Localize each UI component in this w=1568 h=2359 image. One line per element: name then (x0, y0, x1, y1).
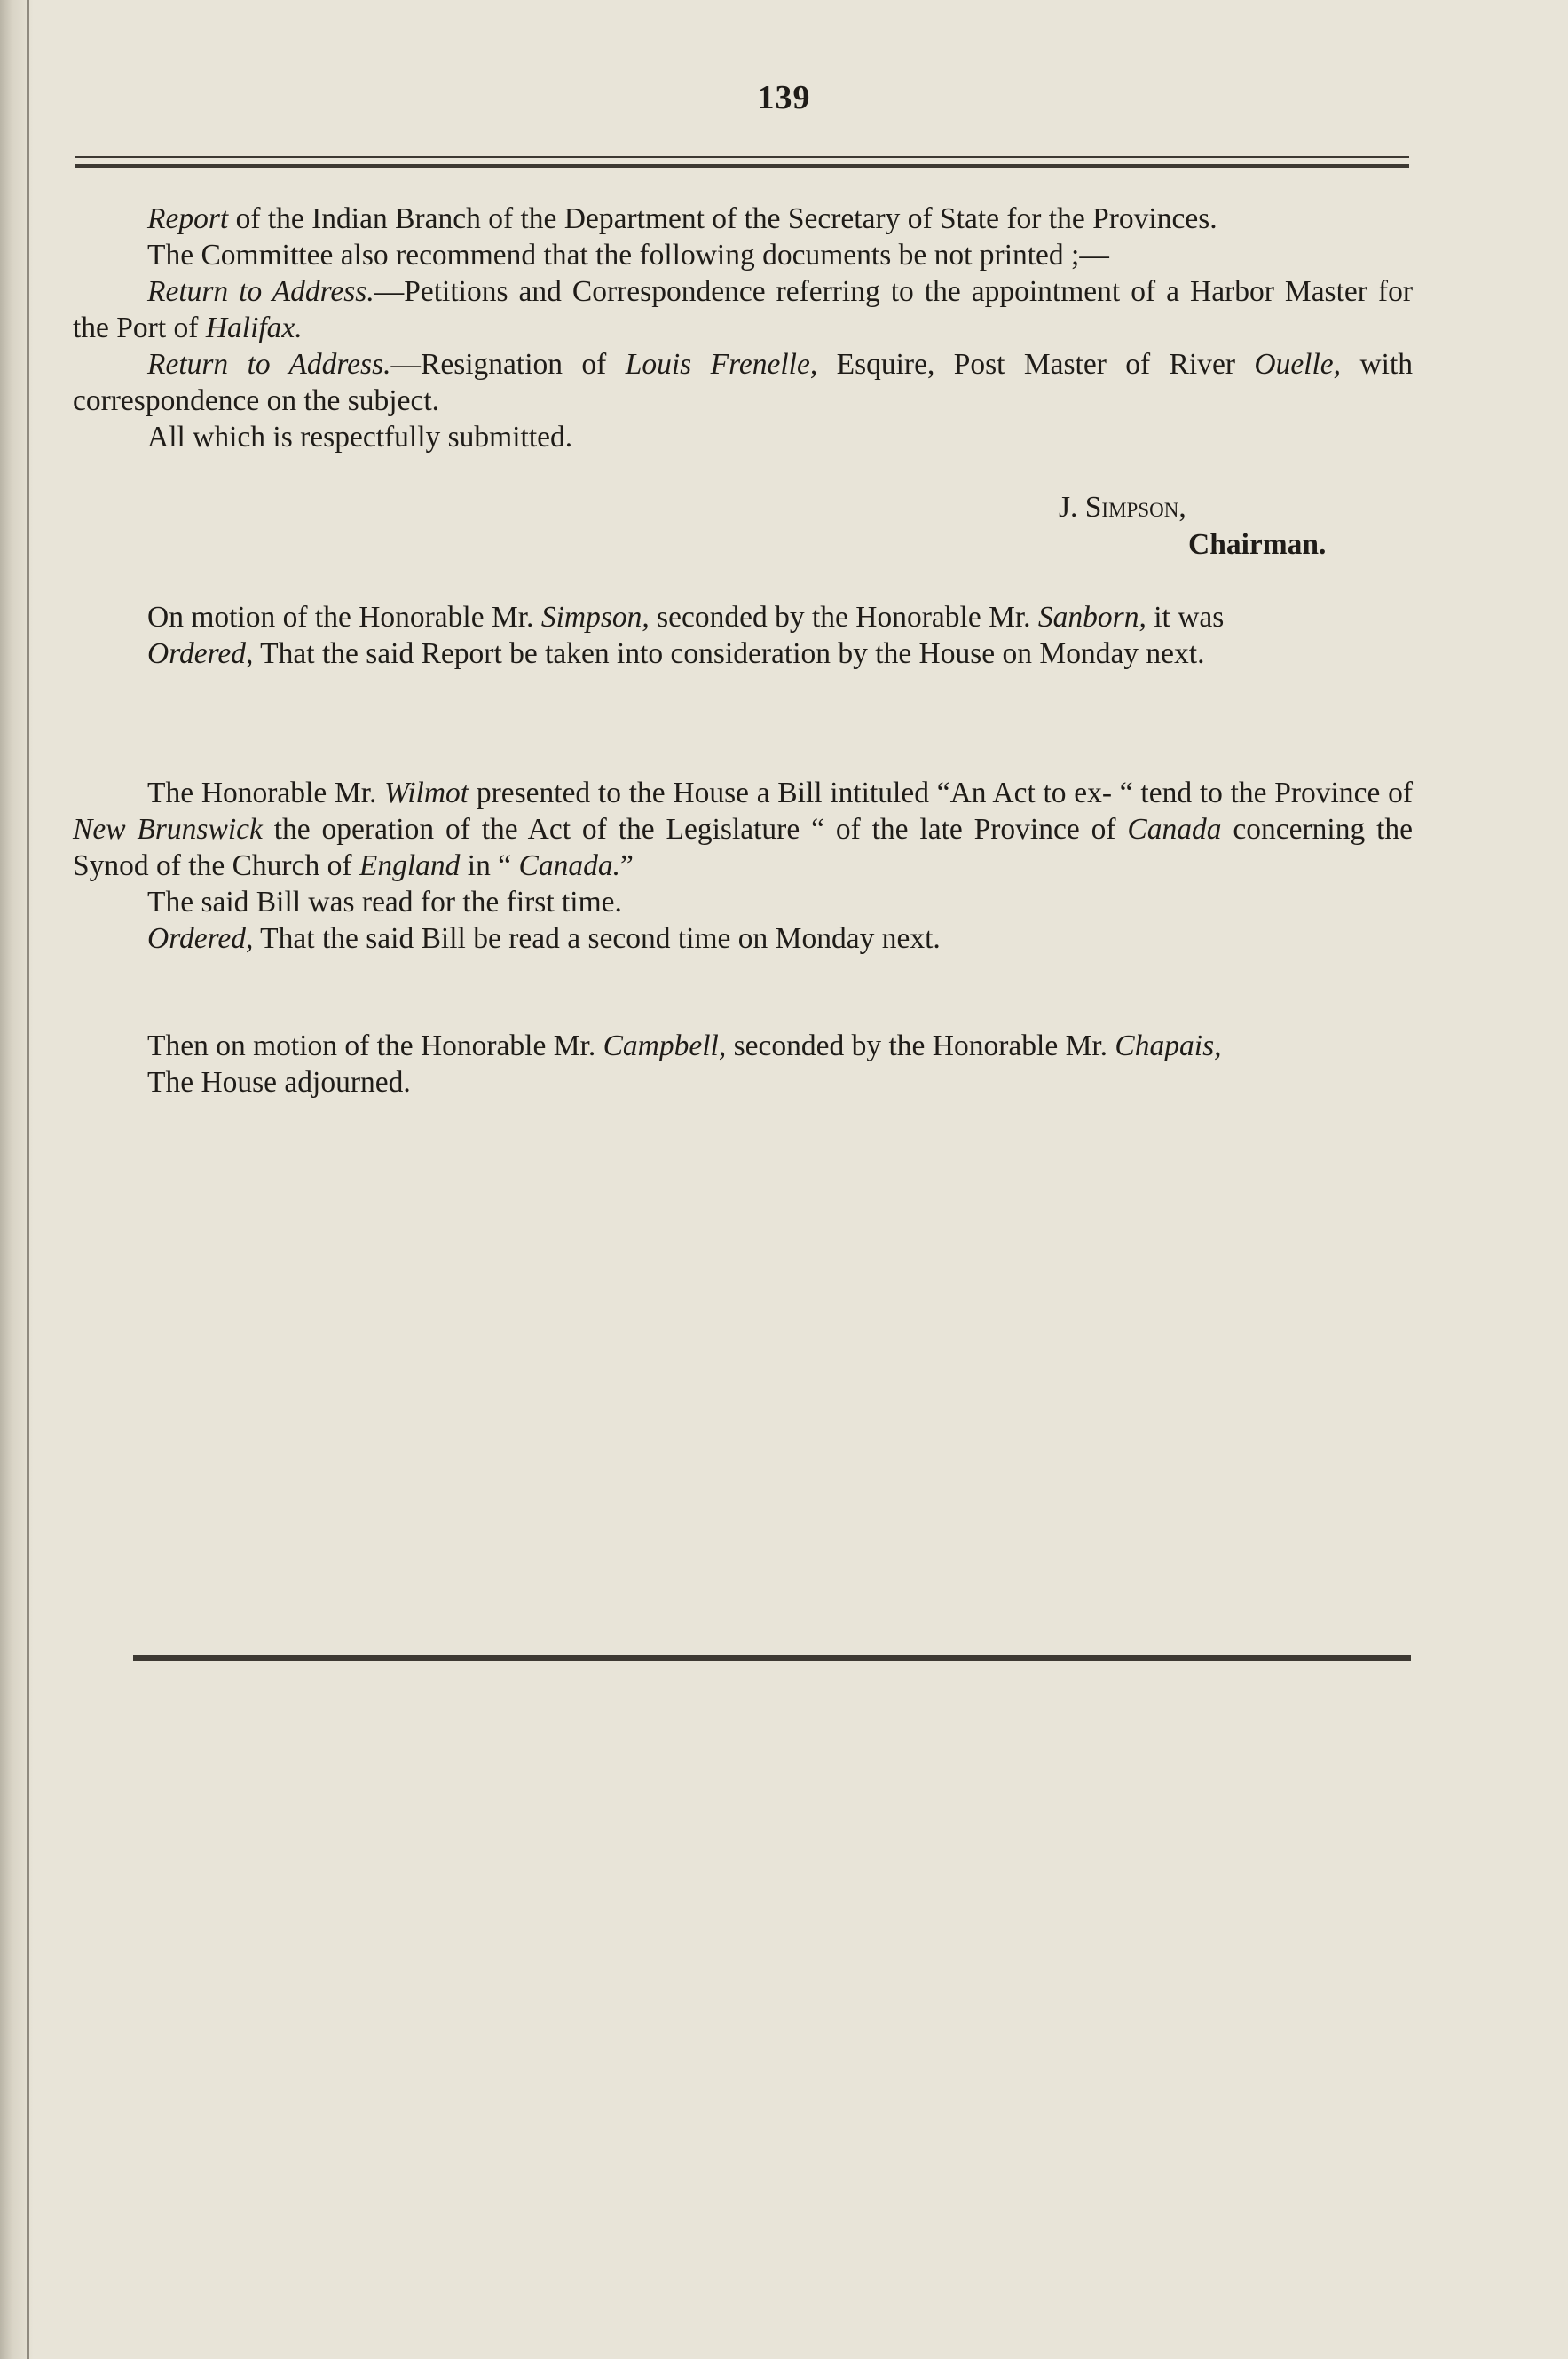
ordered-paragraph: Ordered, That the said Report be taken into consideration by the House on Monday next. (147, 637, 1205, 670)
adjournment (73, 1028, 1413, 1101)
report-line-2: The Committee also recommend that the following documents be not printed ;— (147, 239, 1109, 272)
adjourn-motion-paragraph: Then on motion of the Honorable Mr. Campbell, seconded by the Honorable Mr. Chapais, (147, 1030, 1222, 1062)
bill-paragraph: The Honorable Mr. Wilmot presented to the House a Bill intituled “An Act to ex- “ tend to the Province of New Brunswick the operation of the Act of the Legislature “ of the late Province of Canada concerning the Synod of the Church of England in “ Canada.” (73, 777, 1414, 882)
second-reading-paragraph: Ordered, That the said Bill be read a second time on Monday next. (147, 922, 941, 955)
first-reading-paragraph: The said Bill was read for the first time. (147, 886, 622, 919)
signature-name: J. Simpson, (1059, 491, 1186, 524)
footer-rule (133, 1655, 1411, 1661)
header-rule (75, 156, 1409, 168)
report-line-3: Return to Address.—Petitions and Correspondence referring to the appointment of a Harbor Master for the Port of Halifax. (73, 275, 1413, 344)
motion-paragraph: On motion of the Honorable Mr. Simpson, seconded by the Honorable Mr. Sanborn, it was (147, 601, 1225, 634)
committee-report (73, 201, 1413, 455)
report-line-4: Return to Address.—Resignation of Louis Frenelle, Esquire, Post Master of River Ouelle, with correspondence on the subject. (73, 348, 1413, 417)
page-number: 139 (757, 79, 811, 116)
signature-title: Chairman. (1188, 528, 1327, 561)
report-line-5: All which is respectfully submitted. (147, 421, 573, 454)
adjourned-paragraph: The House adjourned. (147, 1066, 411, 1099)
bill-presentation (73, 775, 1413, 957)
report-line-1: Report of the Indian Branch of the Department of the Secretary of State for the Provinces. (147, 202, 1217, 235)
binding-edge (27, 0, 29, 2359)
motion-consideration (73, 599, 1413, 672)
